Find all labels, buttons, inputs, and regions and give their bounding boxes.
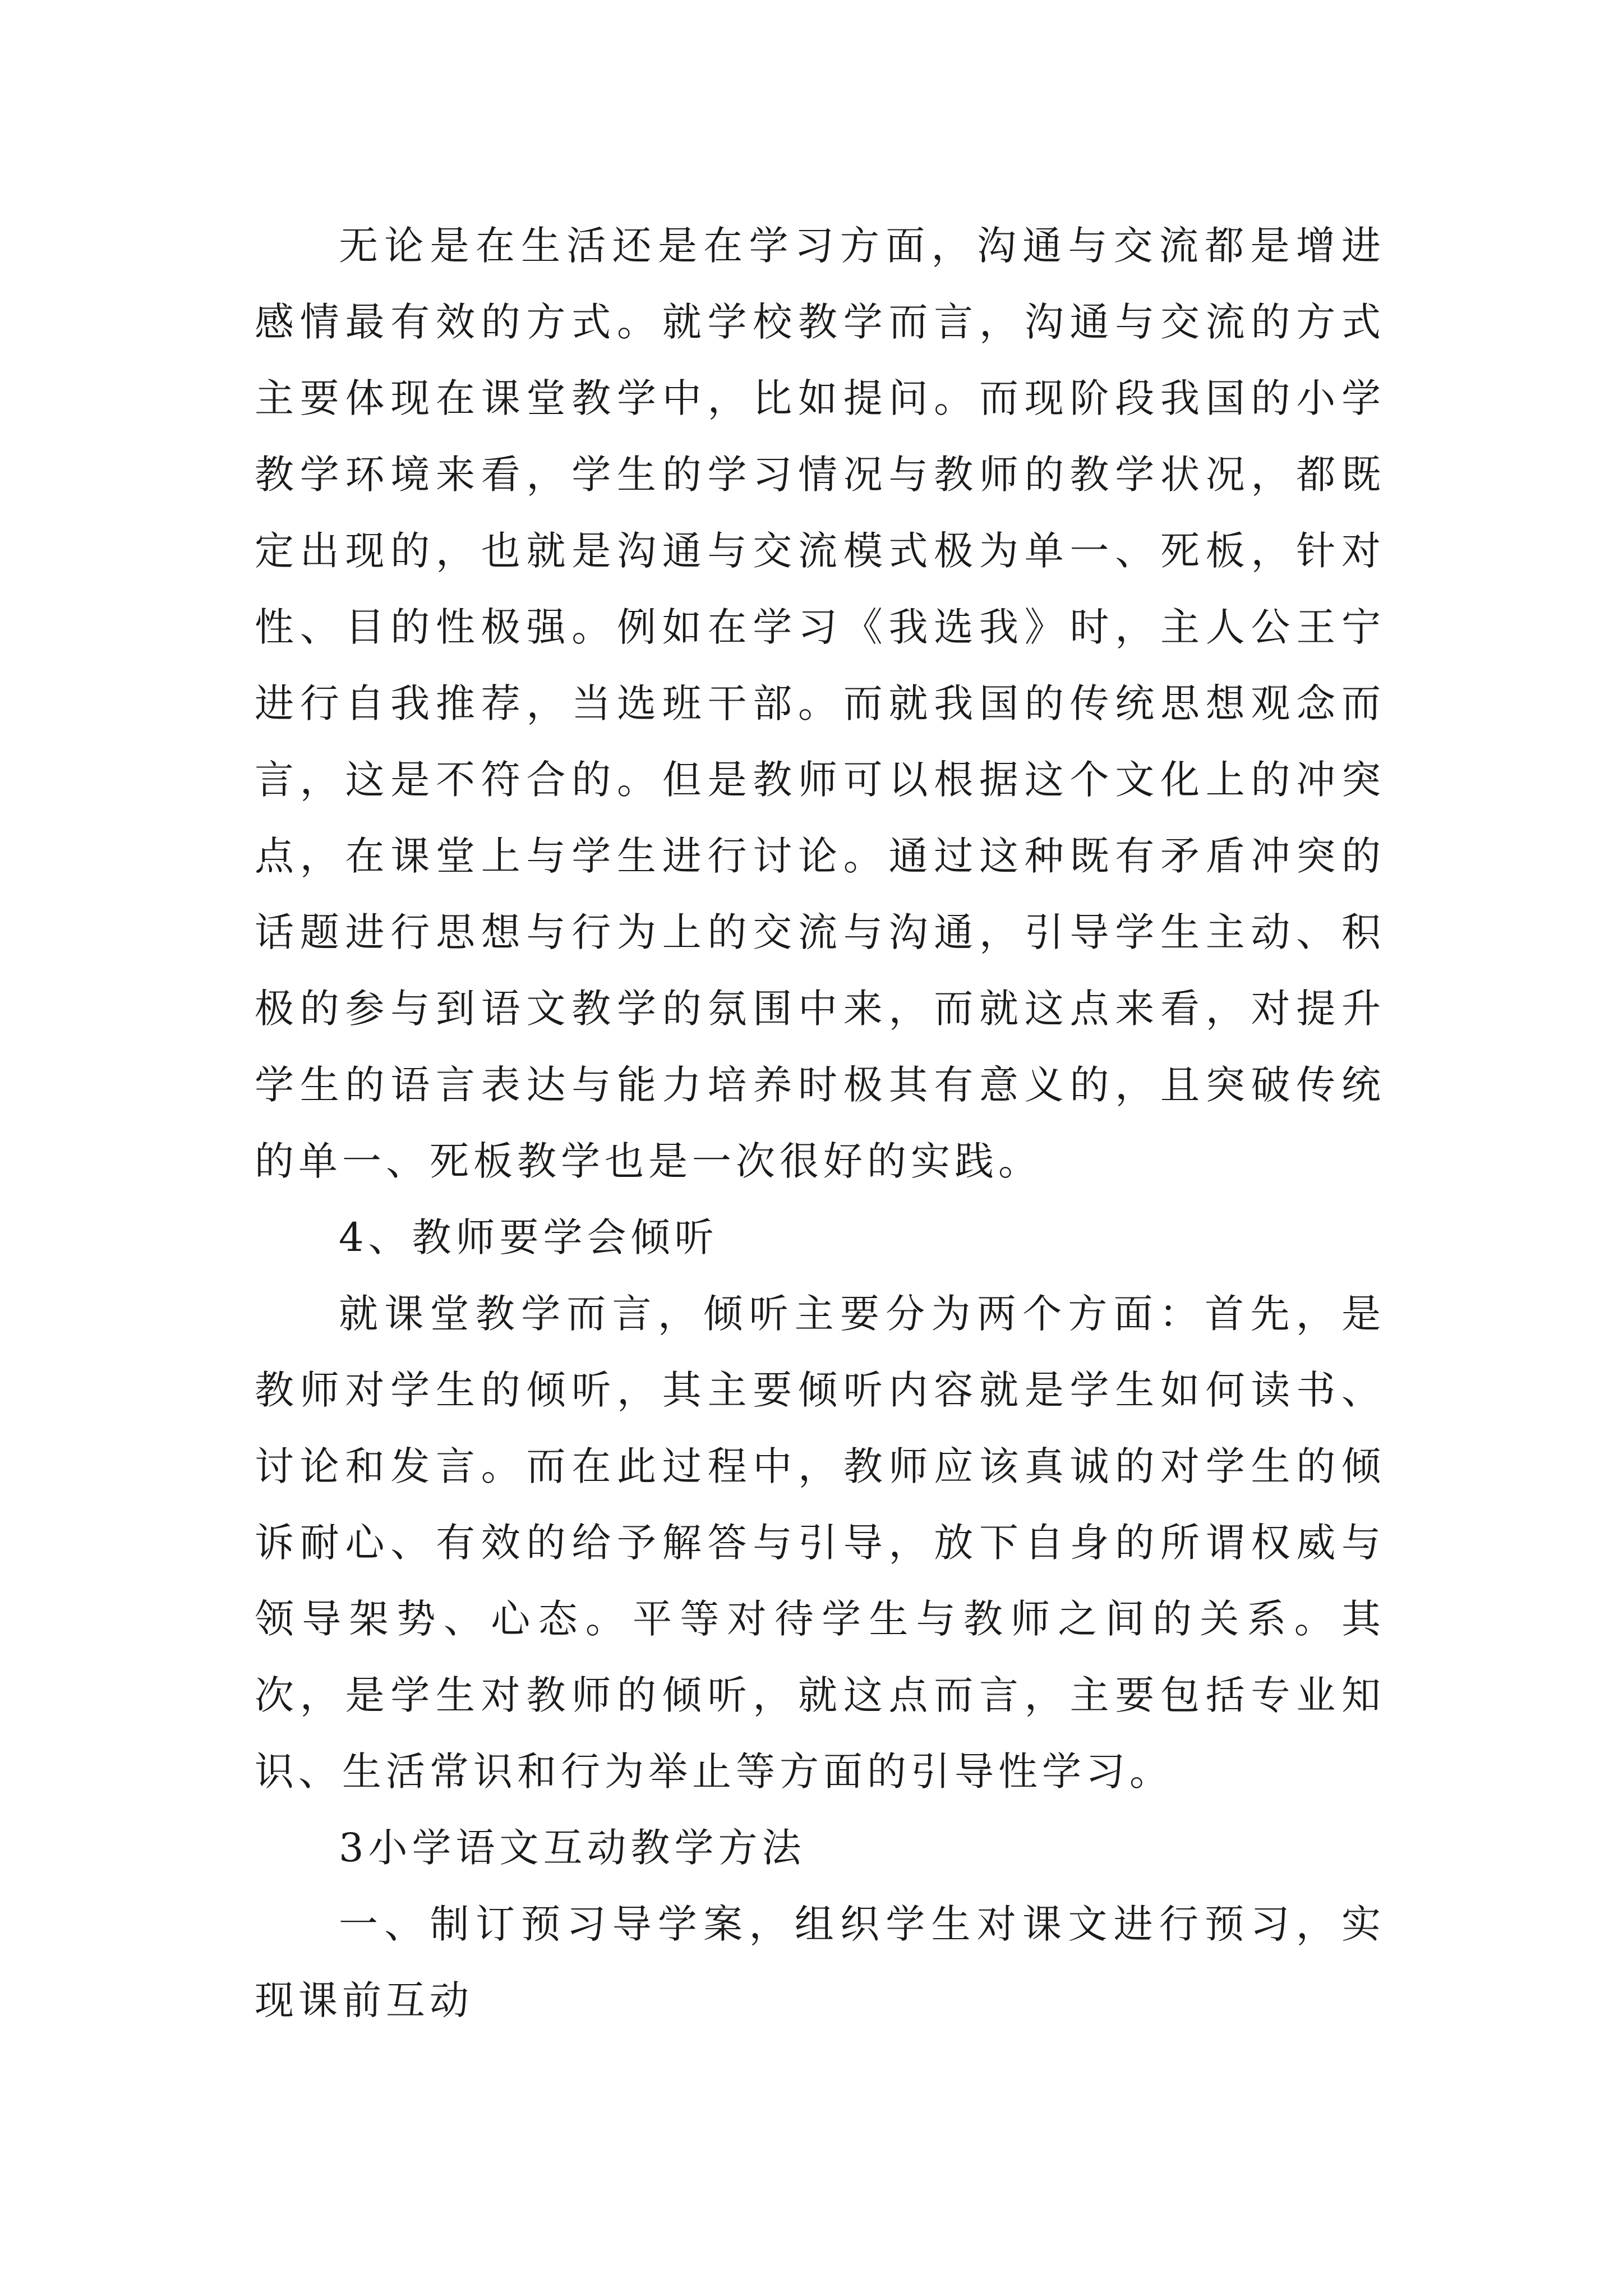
paragraph-preview-plan: 一、制订预习导学案，组织学生对课文进行预习，实现课前互动 [255,1901,1385,2023]
section-heading-listening: 4、教师要学会倾听 [339,1214,718,1260]
section-heading-methods: 3小学语文互动教学方法 [339,1825,806,1871]
paragraph-communication: 无论是在生活还是在学习方面，沟通与交流都是增进感情最有效的方式。就学校教学而言，沟通与交流的方式主要体现在课堂教学中，比如提问。而现阶段我国的小学教学环境来看，学生的学习情况与教师的教学状况，都既定出现的，也就是沟通与交流模式极为单一、死板，针对性、目的性极强。例如在学习《我选我》时，主人公王宁进行自我推荐，当选班干部。而就我国的传统思想观念而言，这是不符合的。但是教师可以根据这个文化上的冲突点，在课堂上与学生进行讨论。通过这种既有矛盾冲突的话题进行思想与行为上的交流与沟通，引导学生主动、积极的参与到语文教学的氛围中来，而就这点来看，对提升学生的语言表达与能力培养时极其有意义的，且突破传统的单一、死板教学也是一次很好的实践。 [255,223,1385,1184]
paragraph-listening: 就课堂教学而言，倾听主要分为两个方面：首先，是教师对学生的倾听，其主要倾听内容就是学生如何读书、讨论和发言。而在此过程中，教师应该真诚的对学生的倾诉耐心、有效的给予解答与引导，放下自身的所谓权威与领导架势、心态。平等对待学生与教师之间的关系。其次，是学生对教师的倾听，就这点而言，主要包括专业知识、生活常识和行为举止等方面的引导性学习。 [255,1291,1385,1795]
body-text [255,208,1385,2039]
